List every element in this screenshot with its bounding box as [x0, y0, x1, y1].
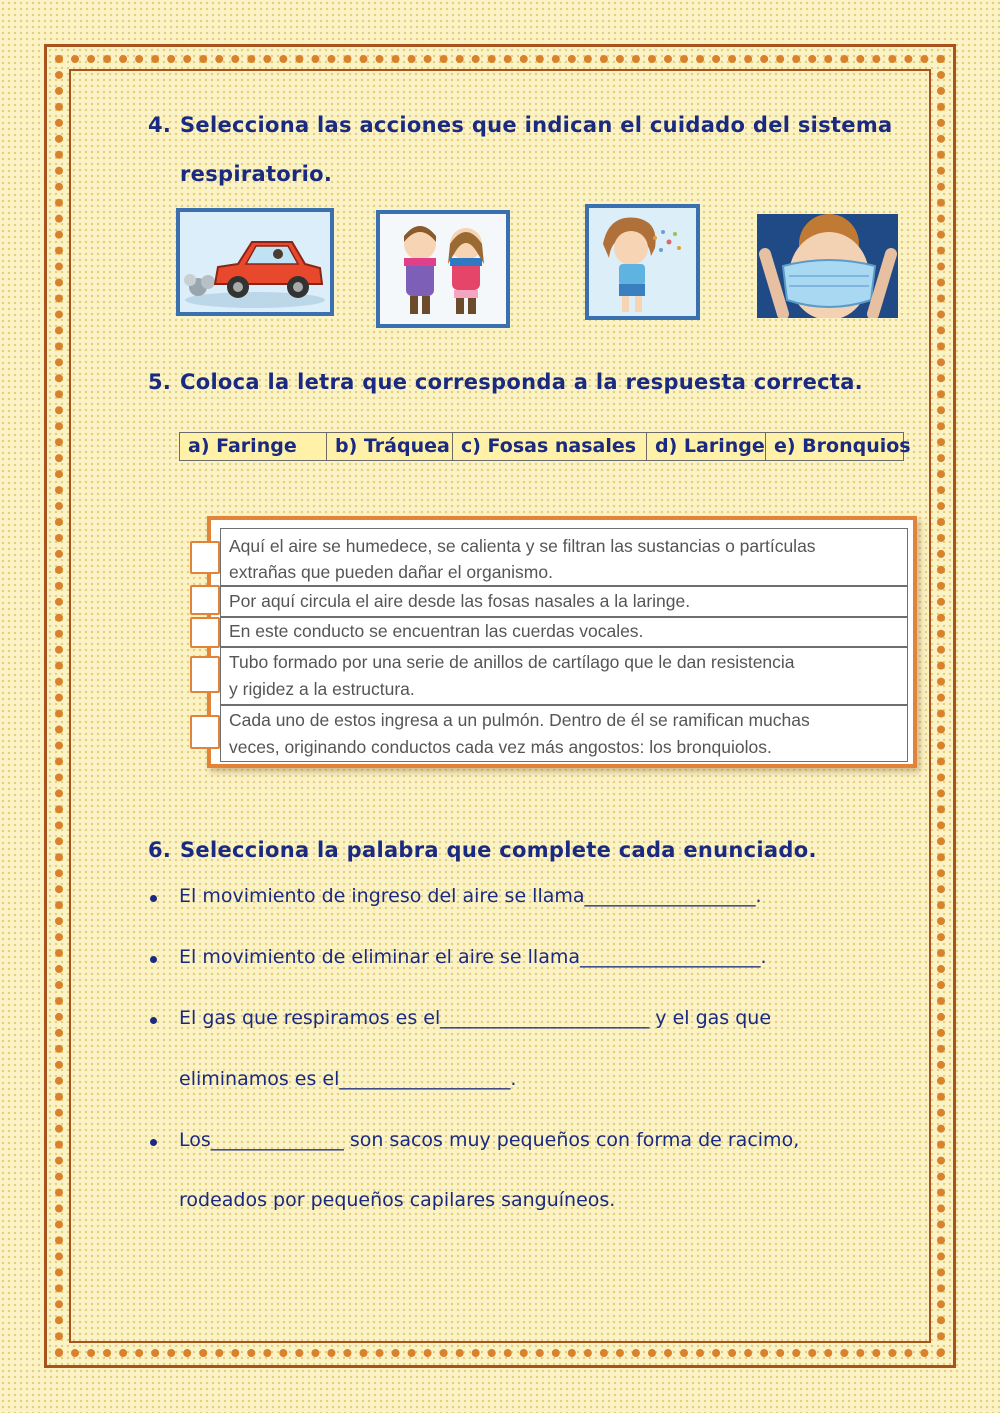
definition-row-1 — [220, 528, 908, 586]
sentence-3-line-1[interactable]: El gas que respiramos es el______________________ y el gas que — [179, 1007, 772, 1029]
option-a: a) Faringe — [180, 433, 327, 460]
definition-4-line-1: Tubo formado por una serie de anillos de cartílago que le dan resistencia — [229, 652, 795, 672]
car-exhaust-image[interactable] — [176, 208, 334, 316]
question-5-text: Coloca la letra que corresponda a la respuesta correcta. — [180, 370, 863, 394]
question-4-number: 4. — [148, 113, 172, 137]
definition-1-line-2: extrañas que pueden dañar el organismo. — [229, 562, 553, 582]
sentence-2[interactable]: El movimiento de eliminar el aire se llama___________________. — [179, 946, 767, 968]
definition-4-line-2: y rigidez a la estructura. — [229, 679, 415, 699]
question-5-number: 5. — [148, 370, 172, 394]
answer-input-4[interactable] — [190, 656, 220, 693]
question-4-line-1: Selecciona las acciones que indican el cuidado del sistema — [180, 113, 893, 137]
sentence-1[interactable]: El movimiento de ingreso del aire se llama__________________. — [179, 885, 762, 907]
bullet-3-icon — [150, 1017, 157, 1024]
bullet-1-icon — [150, 895, 157, 902]
definition-row-2 — [220, 586, 908, 617]
sentence-4-line-2: rodeados por pequeños capilares sanguíneos. — [179, 1189, 616, 1211]
question-6-number: 6. — [148, 838, 172, 862]
option-b: b) Tráquea — [327, 433, 453, 460]
question-5-title — [148, 370, 863, 394]
question-6-title — [148, 838, 817, 862]
face-mask-icon — [757, 214, 898, 318]
question-6-text: Selecciona la palabra que complete cada enunciado. — [180, 838, 817, 862]
children-winter-clothes-image[interactable] — [376, 210, 510, 328]
option-d: d) Laringe — [647, 433, 766, 460]
question-4-title — [148, 113, 893, 137]
car-icon — [180, 212, 330, 312]
definition-row-3 — [220, 617, 908, 647]
definition-row-5 — [220, 705, 908, 762]
sneezing-girl-icon — [589, 208, 696, 316]
face-mask-image[interactable] — [757, 214, 898, 318]
answer-input-3[interactable] — [190, 617, 220, 648]
answer-input-1[interactable] — [190, 541, 220, 574]
definition-row-4 — [220, 647, 908, 705]
definition-1-line-1: Aquí el aire se humedece, se calienta y se filtran las sustancias o partículas — [229, 536, 816, 556]
answer-input-2[interactable] — [190, 585, 220, 615]
answer-input-5[interactable] — [190, 715, 220, 749]
definition-3-line-1: En este conducto se encuentran las cuerdas vocales. — [229, 621, 644, 641]
children-icon — [380, 214, 506, 324]
bullet-2-icon — [150, 956, 157, 963]
definition-5-line-2: veces, originando conductos cada vez más angostos: los bronquiolos. — [229, 737, 772, 757]
definition-2-line-1: Por aquí circula el aire desde las fosas nasales a la laringe. — [229, 591, 691, 611]
answer-options-table — [179, 432, 911, 461]
definition-5-line-1: Cada uno de estos ingresa a un pulmón. Dentro de él se ramifican muchas — [229, 710, 810, 730]
question-4-line-2: respiratorio. — [180, 162, 333, 186]
sentence-4-line-1[interactable]: Los______________ son sacos muy pequeños con forma de racimo, — [179, 1129, 800, 1151]
option-c: c) Fosas nasales — [453, 433, 647, 460]
option-e: e) Bronquios — [774, 435, 911, 457]
sentence-3-line-2[interactable]: eliminamos es el__________________. — [179, 1068, 517, 1090]
bullet-4-icon — [150, 1139, 157, 1146]
girl-sneezing-image[interactable] — [585, 204, 700, 320]
